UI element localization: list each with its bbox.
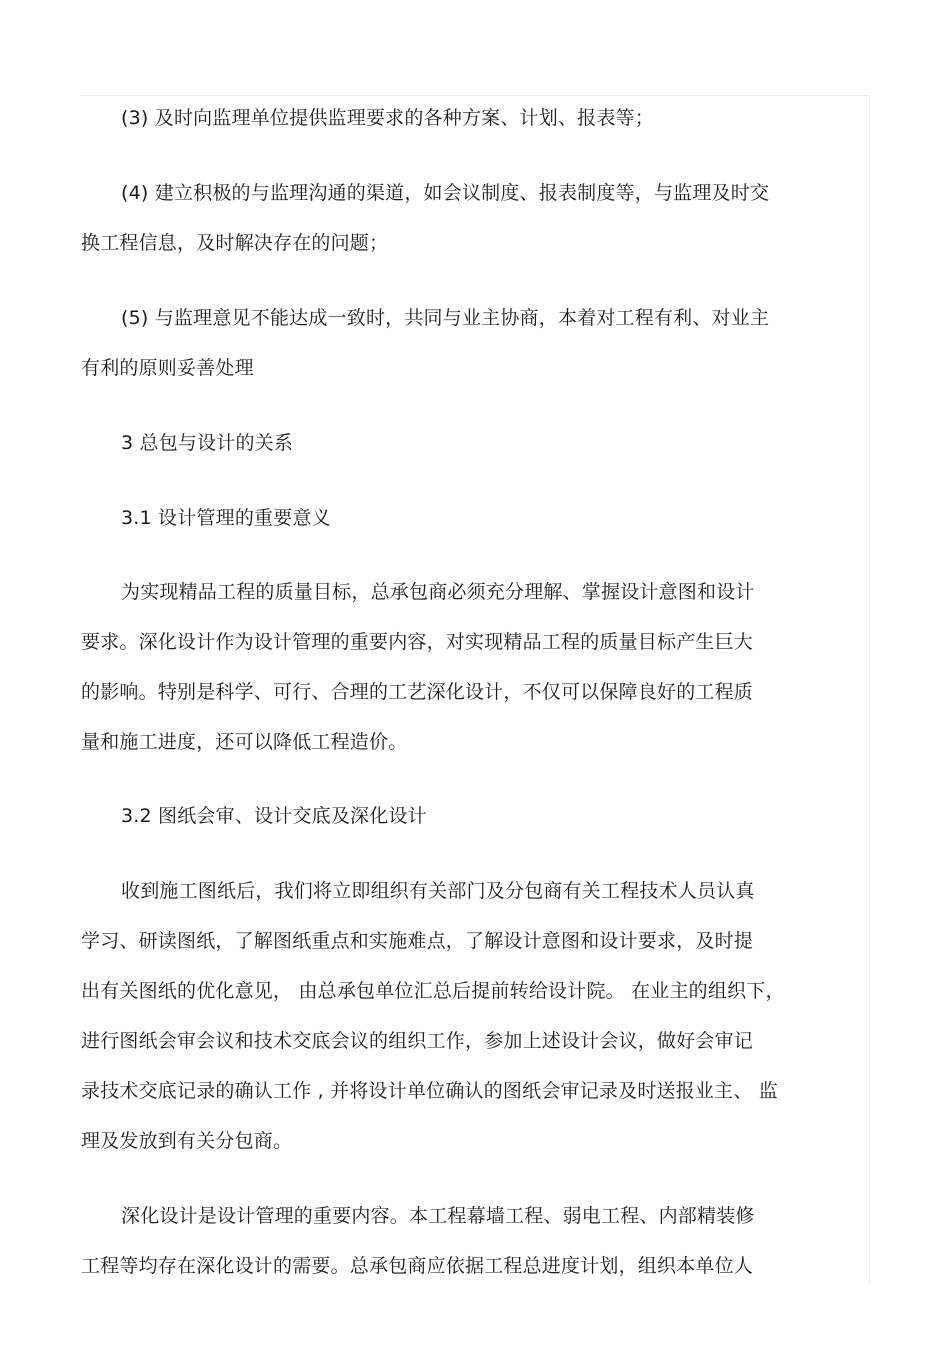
paragraph-line: 量和施工进度，还可以降低工程造价。 [81, 731, 408, 753]
subsection-heading: 3.2 图纸会审、设计交底及深化设计 [121, 805, 427, 827]
paragraph-line: 要求。深化设计作为设计管理的重要内容，对实现精品工程的质量目标产生巨大 [81, 631, 754, 653]
section-heading: 3 总包与设计的关系 [121, 432, 294, 454]
paragraph-line: 学习、研读图纸，了解图纸重点和实施难点，了解设计意图和设计要求，及时提 [81, 930, 754, 952]
paragraph-line: (3) 及时向监理单位提供监理要求的各种方案、计划、报表等； [121, 107, 654, 129]
paragraph-line: 换工程信息，及时解决存在的问题； [81, 232, 389, 254]
paragraph-line: 的影响。特别是科学、可行、合理的工艺深化设计，不仅可以保障良好的工程质 [81, 681, 754, 703]
paragraph-line: 进行图纸会审会议和技术交底会议的组织工作，参加上述设计会议，做好会审记 [81, 1030, 754, 1052]
paragraph-line: 录技术交底记录的确认工作 , 并将设计单位确认的图纸会审记录及时送报业主、 监 [81, 1080, 778, 1102]
paragraph-line: 为实现精品工程的质量目标，总承包商必须充分理解、掌握设计意图和设计 [121, 581, 755, 603]
paragraph-line: 理及发放到有关分包商。 [81, 1130, 293, 1152]
paragraph-line: 有利的原则妥善处理 [81, 357, 254, 379]
paragraph-line: 工程等均存在深化设计的需要。总承包商应依据工程总进度计划，组织本单位人 [81, 1255, 754, 1277]
paragraph-line: 出有关图纸的优化意见， 由总承包单位汇总后提前转给设计院。 在业主的组织下， [81, 980, 785, 1002]
paragraph-line: (5) 与监理意见不能达成一致时，共同与业主协商，本着对工程有利、对业主 [121, 307, 770, 329]
paragraph-line: 收到施工图纸后，我们将立即组织有关部门及分包商有关工程技术人员认真 [121, 880, 755, 902]
paragraph-line: (4) 建立积极的与监理沟通的渠道，如会议制度、报表制度等，与监理及时交 [121, 182, 770, 204]
subsection-heading: 3.1 设计管理的重要意义 [121, 507, 331, 529]
paragraph-line: 深化设计是设计管理的重要内容。本工程幕墙工程、弱电工程、内部精装修 [121, 1205, 755, 1227]
